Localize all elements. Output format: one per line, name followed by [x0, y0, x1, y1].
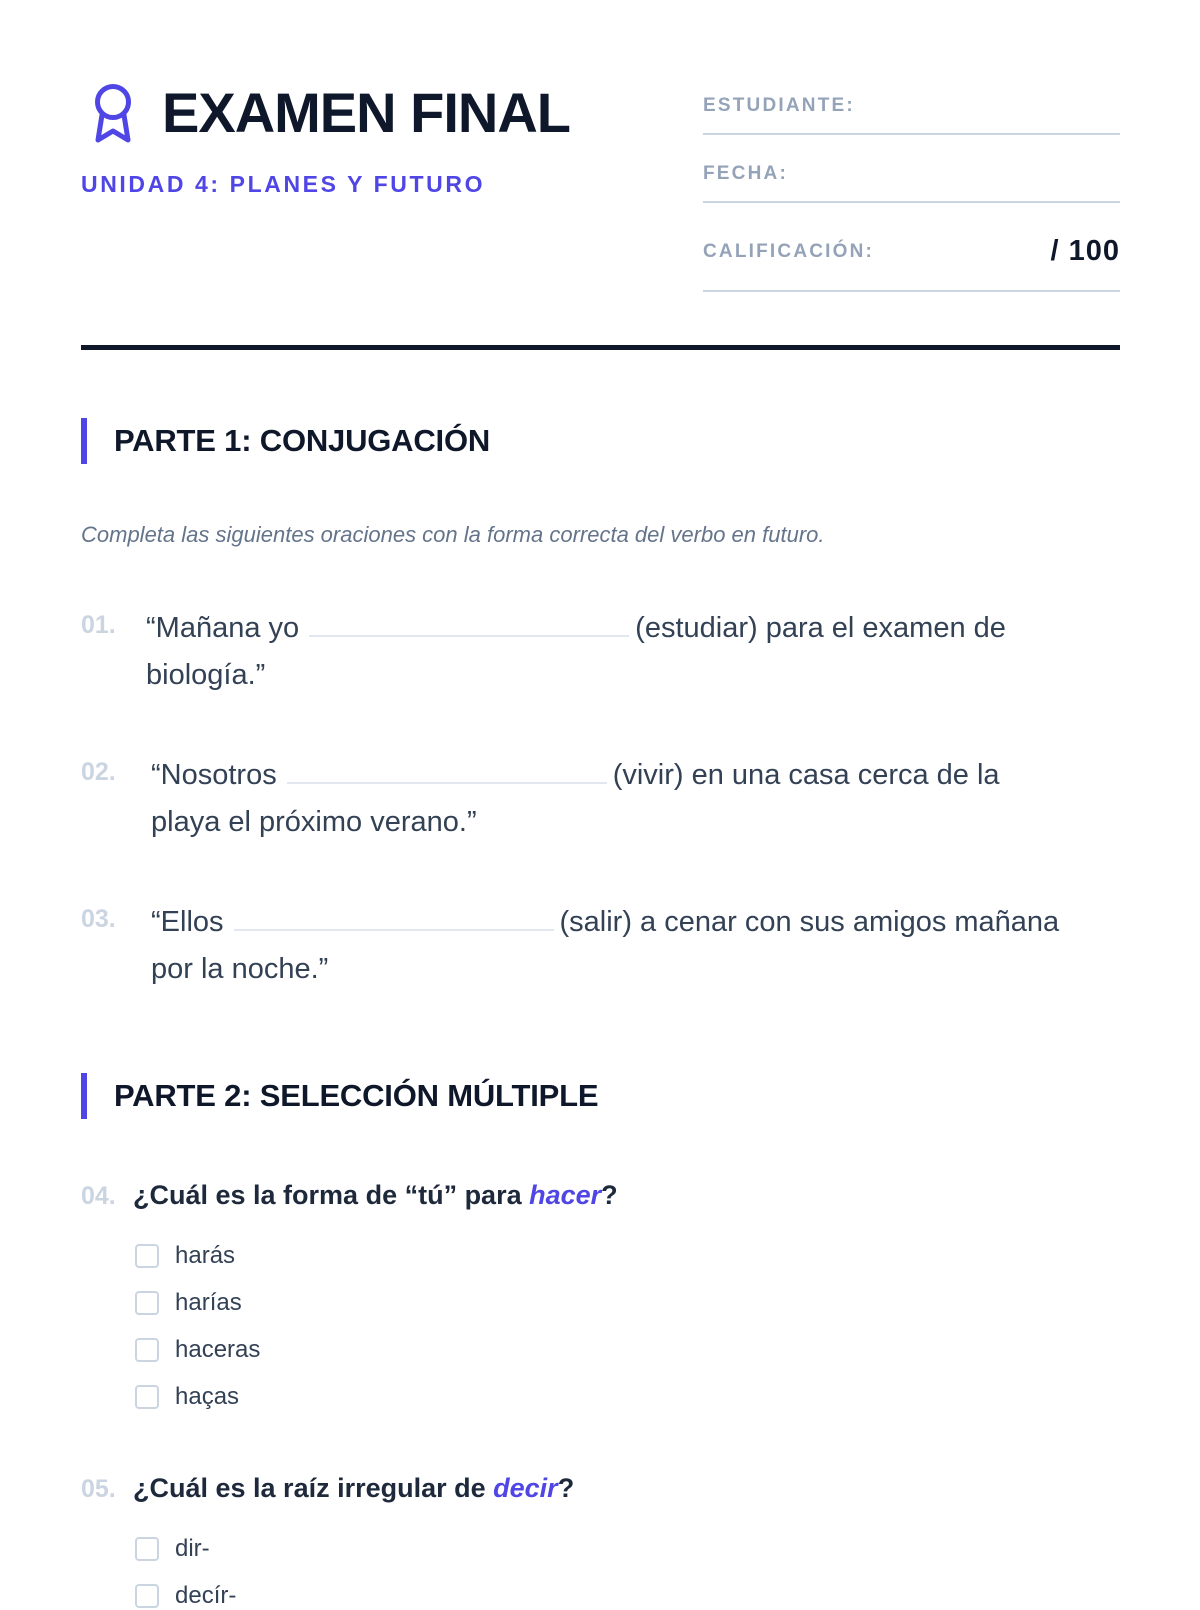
question-text-verb: (salir) a cenar con sus amigos mañana [559, 906, 1060, 938]
answer-blank[interactable] [287, 776, 607, 784]
question-suffix: ? [557, 1473, 575, 1503]
section-title: PARTE 2: SELECCIÓN MÚLTIPLE [114, 1078, 599, 1113]
question-text-before: “Mañana yo [146, 612, 300, 644]
question-verb: decir [493, 1473, 558, 1503]
answer-blank[interactable] [234, 923, 554, 931]
section-title: PARTE 1: CONJUGACIÓN [114, 423, 491, 458]
option-decir[interactable] [135, 1582, 236, 1610]
date-label: FECHA: [703, 163, 788, 184]
checkbox[interactable] [135, 1244, 159, 1268]
option-label: harías [175, 1289, 242, 1316]
question-number: 03. [81, 905, 116, 933]
section-heading-part2 [81, 1073, 598, 1119]
question-text-verb: (estudiar) para el examen de [635, 612, 1006, 644]
question-number: 04. [81, 1182, 116, 1210]
student-label: ESTUDIANTE: [703, 95, 855, 116]
option-label: dir- [175, 1535, 210, 1562]
instructions: Completa las siguientes oraciones con la forma correcta del verbo en futuro. [81, 522, 825, 547]
checkbox[interactable] [135, 1584, 159, 1608]
checkbox[interactable] [135, 1385, 159, 1409]
answer-blank[interactable] [309, 629, 629, 637]
question-text-line2: biología.” [146, 659, 266, 691]
option-label: haceras [175, 1336, 261, 1363]
question-text-line2: playa el próximo verano.” [151, 806, 477, 838]
question-number: 01. [81, 611, 116, 639]
grade-total: / 100 [1050, 235, 1120, 267]
section-heading-part1 [81, 418, 490, 464]
question-verb: hacer [529, 1180, 602, 1210]
option-harías[interactable] [135, 1289, 242, 1317]
option-harás[interactable] [135, 1242, 235, 1270]
date-field[interactable] [703, 201, 1120, 203]
header-title-row [90, 82, 570, 144]
section-accent-bar [81, 1073, 87, 1119]
question-text-verb: (vivir) en una casa cerca de la [612, 759, 1000, 791]
option-haças[interactable] [135, 1383, 239, 1411]
checkbox[interactable] [135, 1537, 159, 1561]
award-icon [90, 82, 136, 144]
question-text [146, 605, 1006, 699]
question-prefix: ¿Cuál es la forma de “tú” para [133, 1180, 530, 1210]
question-text [151, 752, 1000, 846]
option-label: harás [175, 1242, 236, 1269]
question-text-line2: por la noche.” [151, 953, 329, 985]
question-text-before: “Ellos [151, 906, 224, 938]
page-subtitle: UNIDAD 4: PLANES Y FUTURO [81, 171, 486, 197]
student-field[interactable] [703, 133, 1120, 135]
question-text [133, 1180, 618, 1211]
question-text-before: “Nosotros [151, 759, 277, 791]
grade-field[interactable] [703, 290, 1120, 292]
question-number: 05. [81, 1475, 116, 1503]
checkbox[interactable] [135, 1338, 159, 1362]
checkbox[interactable] [135, 1291, 159, 1315]
question-text [151, 899, 1059, 993]
header-divider [81, 345, 1120, 350]
question-text [133, 1473, 574, 1504]
question-number: 02. [81, 758, 116, 786]
page-title: EXAMEN FINAL [162, 81, 570, 144]
option-label: decír- [175, 1582, 237, 1609]
option-dir[interactable] [135, 1535, 210, 1563]
option-label: haças [175, 1383, 240, 1410]
question-prefix: ¿Cuál es la raíz irregular de [133, 1473, 494, 1503]
section-accent-bar [81, 418, 87, 464]
question-suffix: ? [601, 1180, 618, 1210]
grade-label: CALIFICACIÓN: [703, 241, 875, 262]
option-haceras[interactable] [135, 1336, 260, 1364]
